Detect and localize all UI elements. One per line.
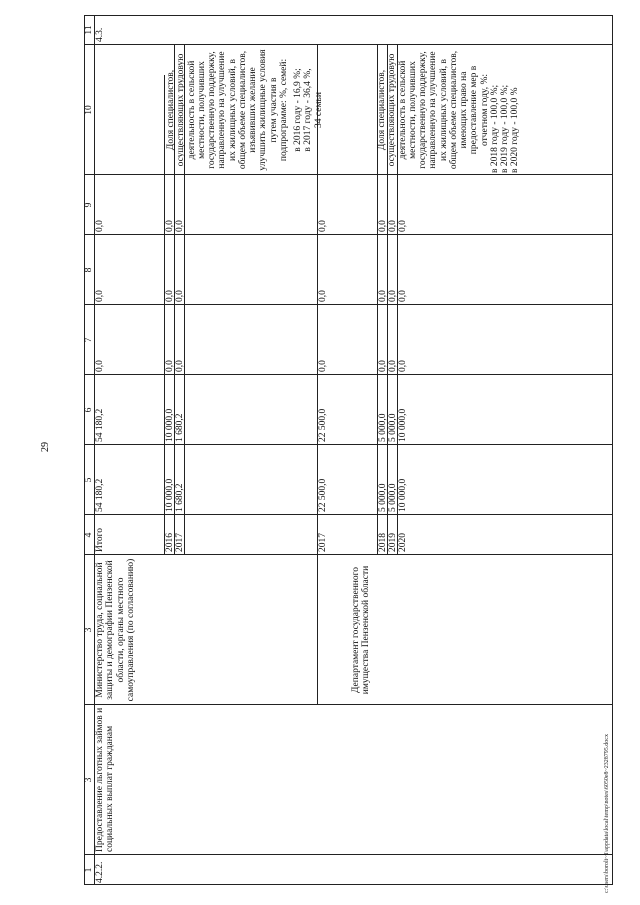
row-2020-col5: 10 000,0 xyxy=(398,478,408,512)
itogo-label: Итого xyxy=(95,527,105,552)
row-2018-col8: 0,0 xyxy=(378,290,388,302)
col-divider-10 xyxy=(84,44,613,45)
header-col-10: 10 xyxy=(84,105,94,115)
row-2016-col9: 0,0 xyxy=(165,220,175,232)
row-2019-col6: 5 000,0 xyxy=(388,413,398,442)
table-border-bottom xyxy=(612,15,613,885)
table-border-right xyxy=(84,15,613,16)
itogo-col8: 0,0 xyxy=(95,290,105,302)
row-2016-col6: 10 000,0 xyxy=(165,408,175,442)
indicator1-2016: в 2016 году - 16,9 %; xyxy=(293,68,303,152)
row-code: 4.2.2. xyxy=(95,861,105,883)
year-2018: 2018 xyxy=(378,533,388,552)
program-table xyxy=(84,15,613,885)
indicator2-2018: в 2018 году - 100,0 %; xyxy=(489,84,500,173)
row-2018-col9: 0,0 xyxy=(378,220,388,232)
col-divider-7 xyxy=(84,304,613,305)
header-col-7: 7 xyxy=(84,337,94,343)
indicator2-2019: в 2019 году - 100,0 %; xyxy=(500,84,510,173)
table-border-left xyxy=(84,884,613,885)
header-col-2: 3 xyxy=(84,777,94,783)
col-divider-2 xyxy=(84,704,613,705)
year-2020: 2020 xyxy=(398,533,408,552)
header-col-11: 11 xyxy=(84,25,94,35)
itogo-col9: 0,0 xyxy=(95,220,105,232)
indicator-2018-2020 xyxy=(377,47,521,173)
col-divider-1 xyxy=(84,854,613,855)
indicator1-text: Доля специалистов, осуществляющих трудовую деятельность в сельской местности, получивших государственную поддержку, направленную на улучшение их жилищных условий, в общем объеме специалистов, изъявивших желание улучшить жилищные условия путем участия в подпрограмме: %, семей: xyxy=(166,49,289,171)
indicator2-text: Доля специалистов, осуществляющих трудовую деятельность в сельской местности, получивших государственную поддержку, направленную на улучшение их жилищных условий, в общем объеме специалистов, имеющих право на предоставление мер в отчетном году, %: xyxy=(377,50,490,170)
executor-department: Департамент государственного имущества Пензенской области xyxy=(351,565,372,695)
indicator1-families: 34 семьи xyxy=(313,92,324,128)
header-col-4: 4 xyxy=(84,532,94,538)
row-2016-col7: 0,0 xyxy=(165,360,175,372)
footer-file-path: c:\users\boroli~1\appdata\local\temp\notes\6050e8~2328795.docx xyxy=(604,734,610,893)
indicator2-2020: в 2020 году - 100,0 % xyxy=(510,87,521,173)
row-2019-col8: 0,0 xyxy=(388,290,398,302)
e2-row-2017-col5: 22 500,0 xyxy=(318,478,328,512)
col-divider-8 xyxy=(84,234,613,235)
col11-ref: 4.3. xyxy=(95,27,105,42)
row-2018-col5: 5 000,0 xyxy=(378,483,388,512)
row-2019-col7: 0,0 xyxy=(388,360,398,372)
row-2019-col5: 5 000,0 xyxy=(388,483,398,512)
header-col-6: 6 xyxy=(84,407,94,413)
col-divider-6 xyxy=(84,374,613,375)
indicator-2016-2017 xyxy=(166,47,324,173)
header-col-8: 8 xyxy=(84,267,94,273)
e2-row-2017-col8: 0,0 xyxy=(318,290,328,302)
row-2017-col5: 1 680,2 xyxy=(175,483,185,512)
header-col-3: 3 xyxy=(84,627,94,633)
col-divider-3 xyxy=(84,554,613,555)
header-col-1: 1 xyxy=(84,867,94,873)
row-2020-col9: 0,0 xyxy=(398,220,408,232)
row-2016-col8: 0,0 xyxy=(165,290,175,302)
itogo-col5: 54 180,2 xyxy=(95,478,105,512)
itogo-col7: 0,0 xyxy=(95,360,105,372)
executor-ministry: Министерство труда, социальной защиты и демографии Пензенской области, органы местного самоуправления (по согласованию) xyxy=(95,558,136,702)
indicator1-2017: в 2017 году - 36,4 %, xyxy=(303,68,314,152)
row-2020-col7: 0,0 xyxy=(398,360,408,372)
row-2016-col5: 10 000,0 xyxy=(165,478,175,512)
col-divider-4 xyxy=(84,514,613,515)
row-2019-col9: 0,0 xyxy=(388,220,398,232)
row-2017-col9: 0,0 xyxy=(175,220,185,232)
col-divider-5 xyxy=(84,444,613,445)
page-number: 29 xyxy=(40,442,51,452)
col-divider-9 xyxy=(84,174,613,175)
row-2017-col8: 0,0 xyxy=(175,290,185,302)
row-2020-col6: 10 000,0 xyxy=(398,408,408,442)
year-2019: 2019 xyxy=(388,533,398,552)
e2-row-2017-col6: 22 500,0 xyxy=(318,408,328,442)
measure-name: Предоставление льготных займов и социальных выплат гражданам xyxy=(95,707,116,852)
year-2017: 2017 xyxy=(175,533,185,552)
row-2018-col6: 5 000,0 xyxy=(378,413,388,442)
itogo-col6: 54 180,2 xyxy=(95,408,105,442)
header-col-9: 9 xyxy=(84,202,94,208)
e2-year-2017: 2017 xyxy=(318,533,328,552)
e2-row-2017-col7: 0,0 xyxy=(318,360,328,372)
row-2017-col7: 0,0 xyxy=(175,360,185,372)
row-2018-col7: 0,0 xyxy=(378,360,388,372)
row-2017-col6: 1 680,2 xyxy=(175,413,185,442)
header-col-5: 5 xyxy=(84,477,94,483)
e2-row-2017-col9: 0,0 xyxy=(318,220,328,232)
year-2016: 2016 xyxy=(165,533,175,552)
row-2020-col8: 0,0 xyxy=(398,290,408,302)
